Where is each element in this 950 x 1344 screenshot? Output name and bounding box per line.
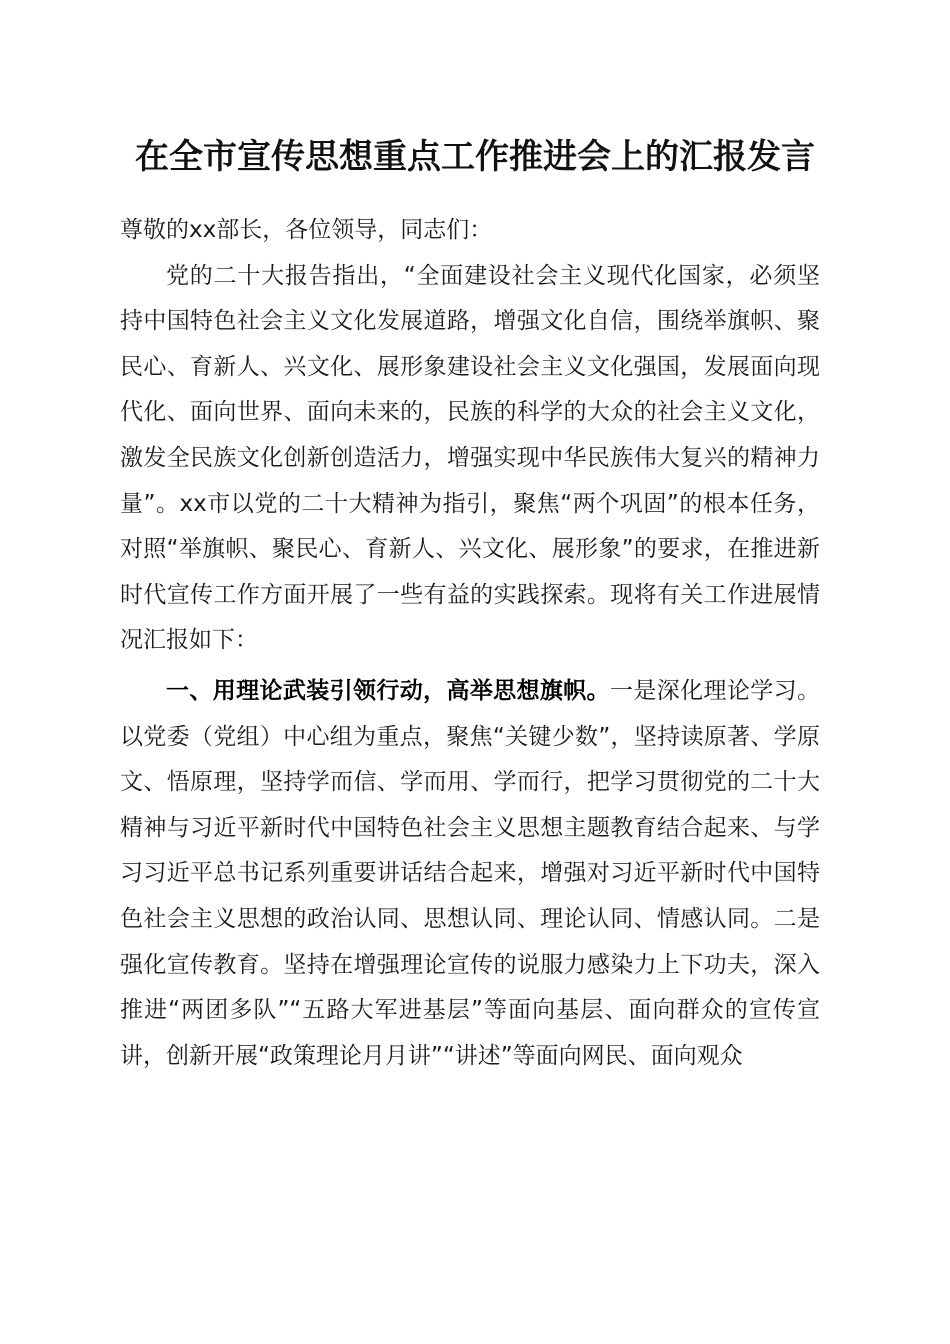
section-1-paragraph bbox=[120, 669, 820, 1079]
salutation: 尊敬的xx部长，各位领导，同志们： bbox=[120, 217, 493, 243]
document-title: 在全市宣传思想重点工作推进会上的汇报发言 bbox=[135, 137, 815, 177]
section-1-text: 一是深化理论学习。以党委（党组）中心组为重点，聚焦“关键少数”，坚持读原著、学原文、悟原理，坚持学而信、学而用、学而行，把学习贯彻党的二十大精神与习近平新时代中国特色社会主义思想主题教育结合起来、与学习习近平总书记系列重要讲话结合起来，增强对习近平新时代中国特色社会主义思想的政治认同、思想认同、理论认同、情感认同。二是强化宣传教育。坚持在增强理论宣传的说服力感染力上下功夫，深入推进“两团多队”“五路大军进基层”等面向基层、面向群众的宣传宣讲，创新开展“政策理论月月讲”“讲述”等面向网民、面向观众 bbox=[120, 677, 821, 1069]
document-body bbox=[120, 208, 820, 1079]
section-1-heading: 一、用理论武装引领行动，高举思想旗帜。 bbox=[166, 677, 611, 704]
intro-paragraph: 党的二十大报告指出，“全面建设社会主义现代化国家，必须坚持中国特色社会主义文化发展道路，增强文化自信，围绕举旗帜、聚民心、育新人、兴文化、展形象建设社会主义文化强国，发展面向现代化、面向世界、面向未来的，民族的科学的大众的社会主义文化，激发全民族文化创新创造活力，增强实现中华民族伟大复兴的精神力量”。xx市以党的二十大精神为指引，聚焦“两个巩固”的根本任务，对照“举旗帜、聚民心、育新人、兴文化、展形象”的要求，在推进新时代宣传工作方面开展了一些有益的实践探索。现将有关工作进展情况汇报如下： bbox=[120, 262, 820, 654]
